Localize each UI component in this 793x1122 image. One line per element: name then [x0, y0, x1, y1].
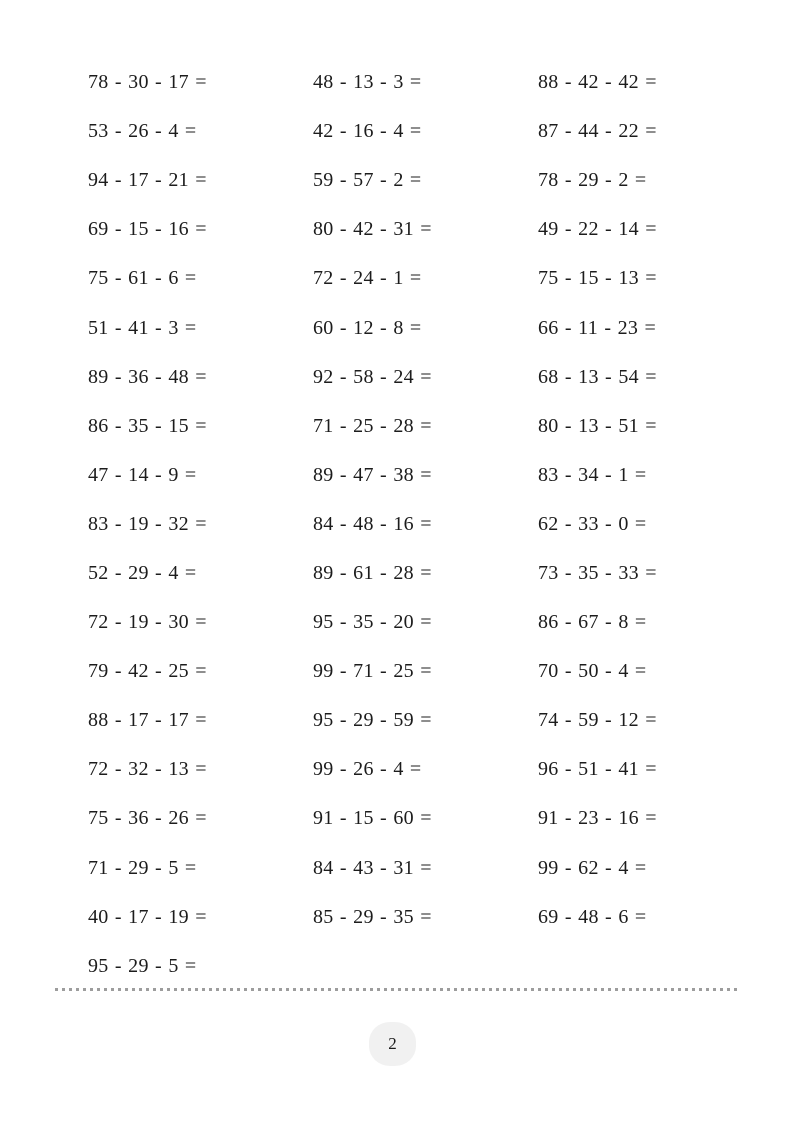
math-problem: 70 - 50 - 4 =: [538, 660, 647, 683]
math-problem: 69 - 15 - 16 =: [88, 218, 207, 241]
math-problem: 99 - 71 - 25 =: [313, 660, 432, 683]
math-problem: 75 - 15 - 13 =: [538, 267, 657, 290]
math-problem: 79 - 42 - 25 =: [88, 660, 207, 683]
math-problem: 95 - 35 - 20 =: [313, 611, 432, 634]
math-problem: 87 - 44 - 22 =: [538, 120, 657, 143]
math-problem: 71 - 29 - 5 =: [88, 856, 197, 879]
math-problem: 59 - 57 - 2 =: [313, 169, 422, 192]
math-problem: 68 - 13 - 54 =: [538, 365, 657, 388]
problems-column-1: [88, 58, 207, 991]
math-problem: 60 - 12 - 8 =: [313, 316, 422, 339]
math-problem: 88 - 42 - 42 =: [538, 71, 657, 94]
math-problem: 99 - 26 - 4 =: [313, 758, 422, 781]
math-problem: 73 - 35 - 33 =: [538, 561, 657, 584]
math-problem: 83 - 34 - 1 =: [538, 463, 647, 486]
math-problem: 84 - 43 - 31 =: [313, 856, 432, 879]
math-problem: 95 - 29 - 5 =: [88, 954, 197, 977]
problems-column-3: [538, 58, 657, 942]
math-problem: 89 - 61 - 28 =: [313, 561, 432, 584]
math-problem: 49 - 22 - 14 =: [538, 218, 657, 241]
math-problem: 51 - 41 - 3 =: [88, 316, 197, 339]
math-problem: 62 - 33 - 0 =: [538, 512, 647, 535]
math-problem: 91 - 15 - 60 =: [313, 807, 432, 830]
math-problem: 66 - 11 - 23 =: [538, 316, 657, 339]
math-problem: 78 - 30 - 17 =: [88, 71, 207, 94]
math-problem: 91 - 23 - 16 =: [538, 807, 657, 830]
math-problem: 83 - 19 - 32 =: [88, 512, 207, 535]
math-problem: 80 - 42 - 31 =: [313, 218, 432, 241]
math-problem: 80 - 13 - 51 =: [538, 414, 657, 437]
math-problem: 86 - 67 - 8 =: [538, 611, 647, 634]
math-problem: 53 - 26 - 4 =: [88, 120, 197, 143]
math-problem: 52 - 29 - 4 =: [88, 561, 197, 584]
math-problem: 94 - 17 - 21 =: [88, 169, 207, 192]
math-problem: 85 - 29 - 35 =: [313, 905, 432, 928]
math-problem: 47 - 14 - 9 =: [88, 463, 197, 486]
math-problem: 89 - 47 - 38 =: [313, 463, 432, 486]
math-problem: 75 - 61 - 6 =: [88, 267, 197, 290]
math-problem: 72 - 19 - 30 =: [88, 611, 207, 634]
math-problem: 74 - 59 - 12 =: [538, 709, 657, 732]
math-problem: 92 - 58 - 24 =: [313, 365, 432, 388]
math-problem: 84 - 48 - 16 =: [313, 512, 432, 535]
problems-column-2: [313, 58, 432, 942]
math-problem: 75 - 36 - 26 =: [88, 807, 207, 830]
math-problem: 42 - 16 - 4 =: [313, 120, 422, 143]
math-problem: 86 - 35 - 15 =: [88, 414, 207, 437]
math-problem: 72 - 24 - 1 =: [313, 267, 422, 290]
math-problem: 69 - 48 - 6 =: [538, 905, 647, 928]
math-problem: 48 - 13 - 3 =: [313, 71, 422, 94]
math-problem: 78 - 29 - 2 =: [538, 169, 647, 192]
math-problem: 88 - 17 - 17 =: [88, 709, 207, 732]
math-problem: 72 - 32 - 13 =: [88, 758, 207, 781]
page-number: 2: [388, 1034, 397, 1053]
math-problem: 95 - 29 - 59 =: [313, 709, 432, 732]
math-problem: 99 - 62 - 4 =: [538, 856, 647, 879]
page-number-badge: [369, 1022, 416, 1066]
math-problem: 40 - 17 - 19 =: [88, 905, 207, 928]
math-problem: 96 - 51 - 41 =: [538, 758, 657, 781]
dotted-divider: [55, 988, 739, 991]
math-problem: 71 - 25 - 28 =: [313, 414, 432, 437]
math-problem: 89 - 36 - 48 =: [88, 365, 207, 388]
